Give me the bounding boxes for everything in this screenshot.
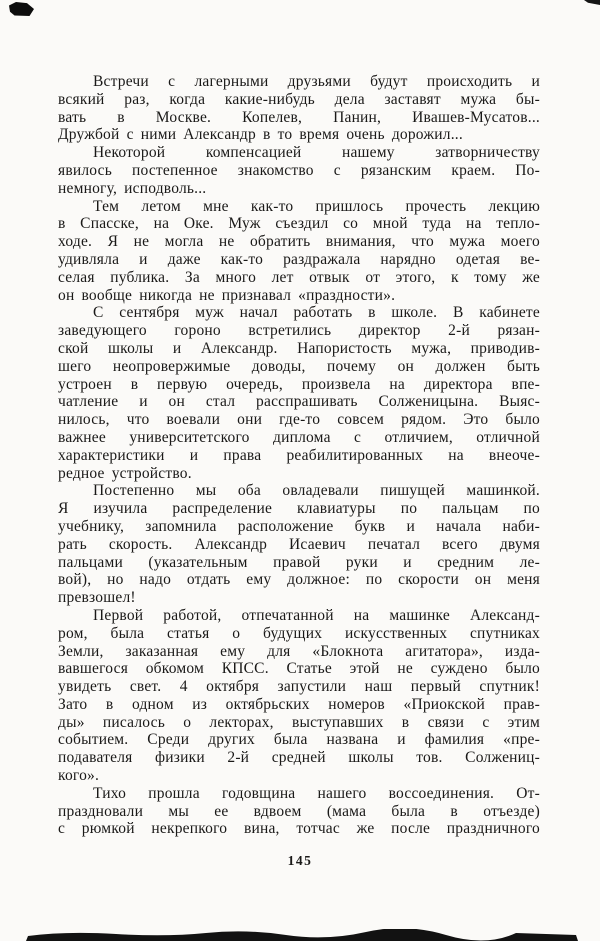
paragraph bbox=[58, 144, 540, 197]
text-line: ды» писалось о лекторах, выступавших в связи с этим bbox=[58, 713, 540, 731]
paragraph bbox=[58, 482, 540, 607]
text-line: он вообще никогда не признавал «праздности». bbox=[58, 286, 396, 304]
text-line: вать в Москве. Копелев, Панин, Ивашев-Мусатов... bbox=[58, 108, 540, 126]
text-line: увидеть свет. 4 октября запустили наш первый спутник! bbox=[58, 678, 540, 696]
text-line: Тем летом мне как-то пришлось прочесть лекцию bbox=[93, 197, 540, 215]
paragraph bbox=[58, 198, 540, 305]
scan-blot-top-left bbox=[9, 2, 34, 16]
paragraph bbox=[58, 73, 540, 144]
text-line: селая публика. За много лет отвык от этого, к тому же bbox=[58, 268, 540, 286]
text-line: удивляла и даже как-то раздражала нарядно одетая ве- bbox=[58, 250, 540, 268]
text-line: с рюмкой некрепкого вина, тотчас же после праздничного bbox=[58, 820, 540, 838]
text-line: вавшегося обкомом КПСС. Статье этой не суждено было bbox=[58, 660, 540, 678]
text-line: ходе. Я не могла не обратить внимания, что мужа моего bbox=[58, 233, 540, 251]
text-line: Дружбой с ними Александр в то время очень дорожил... bbox=[58, 126, 463, 144]
text-line: ской школы и Александр. Напористость мужа, приводив- bbox=[58, 339, 540, 357]
text-line: немногу, исподволь... bbox=[58, 179, 207, 197]
text-line: Встречи с лагерными друзьями будут происходить и bbox=[93, 73, 540, 90]
text-line: Земли, заказанная ему для «Блокнота агитатора», изда- bbox=[58, 642, 540, 660]
text-line: чатление и он стал расспрашивать Солженицына. Выяс- bbox=[58, 393, 540, 411]
text-line: Некоторой компенсацией нашему затворничеству bbox=[93, 144, 540, 162]
text-line: Первой работой, отпечатанной на машинке Александ- bbox=[93, 606, 540, 624]
text-line: устроен в первую очередь, произвела на директора впе- bbox=[58, 375, 540, 393]
text-line: подавателя физики 2-й средней школы тов. Солжениц- bbox=[58, 749, 540, 767]
text-line: редное устройство. bbox=[58, 464, 192, 482]
text-line: важнее университетского диплома с отличием, отличной bbox=[58, 428, 540, 446]
paragraph bbox=[58, 304, 540, 482]
text-line: шего неопровержимые доводы, почему он должен быть bbox=[58, 357, 540, 375]
text-line: пальцами (указательным правой руки и средним ле- bbox=[58, 553, 540, 571]
text-line: вой), но надо отдать ему должное: по скорости он меня bbox=[58, 571, 540, 589]
text-line: характеристики и права реабилитированных на внеоче- bbox=[58, 446, 540, 464]
text-line: С сентября муж начал работать в школе. В кабинете bbox=[93, 304, 540, 322]
text-line: ром, была статья о будущих искусственных спутниках bbox=[58, 624, 540, 642]
text-line: праздновали мы ее вдвоем (мама была в отъезде) bbox=[58, 802, 540, 820]
scan-bar-bottom-edge bbox=[26, 929, 578, 941]
text-line: заведующего гороно встретились директор 2-й рязан- bbox=[58, 322, 540, 340]
text-line: рать скорость. Александр Исаевич печатал всего двумя bbox=[58, 535, 540, 553]
text-line: в Спасске, на Оке. Муж съездил со мной туда на тепло- bbox=[58, 215, 540, 233]
text-line: нилось, что воевали они где-то совсем рядом. Это было bbox=[58, 411, 540, 429]
text-line: превзошел! bbox=[58, 589, 136, 607]
text-line: кого». bbox=[58, 767, 100, 785]
page-number: 145 bbox=[287, 853, 313, 868]
paragraph bbox=[58, 607, 540, 785]
text-line: явилось постепенное знакомство с рязанским краем. По- bbox=[58, 161, 540, 179]
text-line: событием. Среди других была названа и фамилия «пре- bbox=[58, 731, 540, 749]
text-line: Я изучила распределение клавиатуры по пальцам по bbox=[58, 500, 540, 518]
text-line: Тихо прошла годовщина нашего воссоединения. От- bbox=[93, 784, 540, 802]
text-line: всякий раз, когда какие-нибудь дела заставят мужа бы- bbox=[58, 90, 540, 108]
paragraph bbox=[58, 785, 540, 838]
text-line: Зато в одном из октябрьских номеров «Приокской прав- bbox=[58, 695, 540, 713]
scan-nick-top-right bbox=[584, 0, 600, 5]
text-line: учебнику, запомнила расположение букв и начала наби- bbox=[58, 517, 540, 535]
text-line: Постепенно мы оба овладевали пишущей машинкой. bbox=[93, 482, 540, 500]
page-text bbox=[58, 73, 540, 838]
